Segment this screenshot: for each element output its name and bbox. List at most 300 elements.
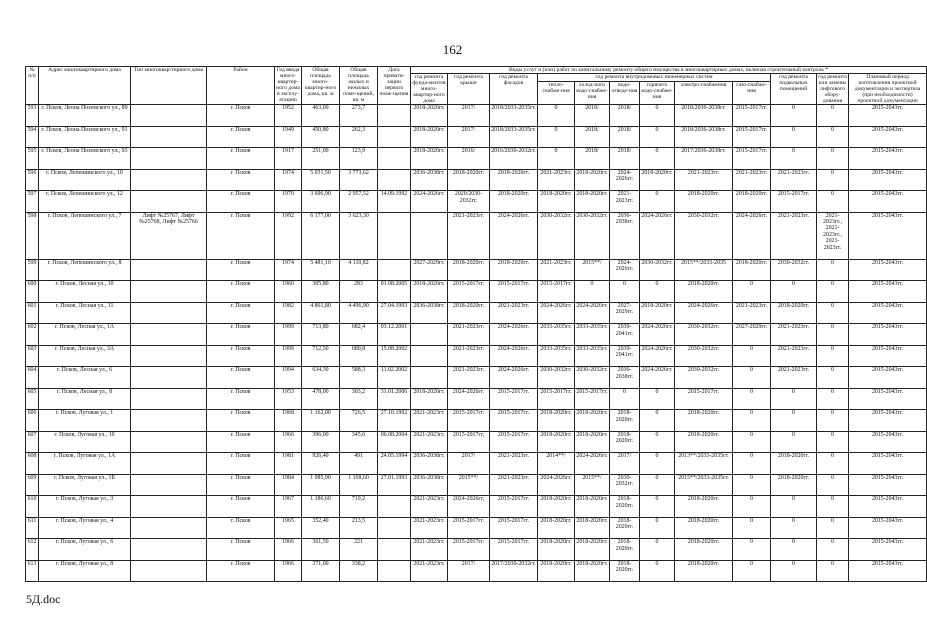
- table-cell: 2024-2026гг.: [538, 302, 575, 324]
- table-row: [26, 517, 927, 539]
- table-cell: г. Псков: [207, 517, 275, 539]
- table-cell: [378, 212, 411, 259]
- table-cell: [131, 302, 207, 324]
- table-cell: 2024-2026гг.: [640, 367, 675, 389]
- table-cell: 0: [640, 191, 675, 213]
- table-cell: 2015-2017гг.: [575, 388, 610, 410]
- table-cell: 2024-2026гг.: [575, 453, 610, 475]
- table-cell: 123,9: [340, 148, 378, 170]
- table-cell: г. Псков, Лесная ул., 10: [39, 281, 131, 303]
- table-cell: 726,5: [340, 410, 378, 432]
- table-cell: 2016/: [448, 148, 490, 170]
- table-cell: 2015-2043гг.: [849, 517, 927, 539]
- table-cell: 1 186,60: [302, 496, 340, 518]
- table-cell: 0: [733, 431, 771, 453]
- table-cell: 2015-2043гг.: [849, 410, 927, 432]
- table-cell: 1965: [275, 517, 302, 539]
- table-cell: г. Псков, Луговая ул., 10: [39, 431, 131, 453]
- table-cell: 0: [640, 148, 675, 170]
- table-cell: 4 496,90: [340, 302, 378, 324]
- table-cell: г. Псков: [207, 212, 275, 259]
- table-row: [26, 367, 927, 389]
- page-number: 162: [442, 42, 463, 57]
- table-cell: [131, 453, 207, 475]
- table-cell: 2016/2030-2032гг.: [490, 148, 538, 170]
- table-cell: г. Псков, Луговая ул., 1Б: [39, 474, 131, 496]
- table-cell: 0: [538, 126, 575, 148]
- table-cell: 0: [817, 496, 849, 518]
- table-cell: 2018-2020гг.: [575, 560, 610, 582]
- table-cell: 2021-2023гг.: [448, 212, 490, 259]
- table-cell: 213,5: [340, 517, 378, 539]
- table-cell: г. Псков: [207, 148, 275, 170]
- table-cell: 2018-2020гг.: [675, 431, 733, 453]
- table-cell: 0: [817, 126, 849, 148]
- table-cell: 0: [640, 105, 675, 127]
- table-row: [26, 560, 927, 582]
- table-cell: 01.08.2005: [378, 281, 411, 303]
- table-cell: г. Псков: [207, 539, 275, 561]
- table-cell: [131, 367, 207, 389]
- table-cell: 4 861,80: [302, 302, 340, 324]
- table-cell: 2015-2043гг.: [849, 388, 927, 410]
- table-cell: 0: [575, 281, 610, 303]
- table-cell: 338,2: [340, 560, 378, 582]
- table-cell: 2018-2020гг.: [538, 539, 575, 561]
- table-cell: 2018/: [575, 148, 610, 170]
- table-cell: 0: [733, 388, 771, 410]
- table-cell: 0: [817, 259, 849, 281]
- table-cell: 2018-2020гг.: [490, 259, 538, 281]
- table-cell: 0: [817, 302, 849, 324]
- header-planned: Плановый период изготовления проектной документации и экспертиза (при необходимости) проектной документации: [849, 74, 927, 105]
- table-cell: 5 031,50: [302, 169, 340, 191]
- header-elevator: год ремонта или замены лифтового обору-дования: [818, 74, 847, 105]
- table-cell: г. Псков, Лепешинского ул., 12: [39, 191, 131, 213]
- table-cell: г. Псков, Лесная ул., 1А: [39, 324, 131, 346]
- table-cell: [131, 126, 207, 148]
- table-cell: 2015-2017гг.: [733, 148, 771, 170]
- table-cell: 2015-2043гг.: [849, 367, 927, 389]
- table-cell: [378, 105, 411, 127]
- table-cell: 0: [640, 496, 675, 518]
- table-cell: 1994: [275, 367, 302, 389]
- table-cell: [131, 431, 207, 453]
- table-cell: 2024-2026гг.: [490, 212, 538, 259]
- table-cell: 2021-2023гг.: [675, 169, 733, 191]
- table-cell: 2018/: [610, 126, 640, 148]
- table-cell: 613: [26, 560, 39, 582]
- table-cell: [131, 410, 207, 432]
- table-cell: 2021-2023гг.: [411, 496, 448, 518]
- table-cell: 2036-2038гг.: [610, 212, 640, 259]
- table-row: [26, 148, 927, 170]
- table-cell: [378, 539, 411, 561]
- table-cell: 0: [817, 431, 849, 453]
- table-cell: 2033-2035гг.: [538, 345, 575, 367]
- table-cell: 2015-2043гг.: [849, 105, 927, 127]
- table-cell: 2015-2043гг.: [849, 302, 927, 324]
- table-cell: г. Псков, Луговая ул., 1А: [39, 453, 131, 475]
- table-cell: г. Псков: [207, 453, 275, 475]
- table-cell: 2024-2026гг.: [490, 324, 538, 346]
- table-cell: 0: [733, 560, 771, 582]
- table-cell: 0: [817, 148, 849, 170]
- table-cell: 2015**/2033-2035гг.: [675, 474, 733, 496]
- table-cell: 2021-2023гг., 2021-2023гг., 2021-2023гг.: [817, 212, 849, 259]
- header-total-area: Общая площадь много-квартир-ного дома, кв. м: [302, 67, 340, 105]
- table-cell: 594: [26, 126, 39, 148]
- table-cell: 2024-2026гг.: [411, 191, 448, 213]
- table-cell: 2015-2017гг.: [490, 539, 538, 561]
- table-cell: 2021-2023гг.: [411, 517, 448, 539]
- table-cell: 2017/2030-2032гг.: [490, 560, 538, 582]
- table-cell: 0: [817, 388, 849, 410]
- table-cell: 2027-2029гг.: [411, 259, 448, 281]
- table-cell: 2015-2017гг.: [448, 431, 490, 453]
- table-cell: [131, 281, 207, 303]
- table-cell: 2018-2020гг.: [575, 191, 610, 213]
- footer-filename: 5Д.doc: [26, 592, 61, 606]
- table-cell: 600: [26, 281, 39, 303]
- table-cell: 2015-2043гг.: [849, 453, 927, 475]
- table-cell: г. Псков, Лесная ул., 11: [39, 302, 131, 324]
- table-cell: 273,7: [340, 105, 378, 127]
- table-cell: г. Псков: [207, 431, 275, 453]
- table-cell: 2020/2030-2032гг.: [448, 191, 490, 213]
- table-cell: 2030-2032гг.: [538, 367, 575, 389]
- table-cell: 2024-2026гг.: [733, 212, 771, 259]
- table-cell: 2021-2023гг.: [771, 169, 817, 191]
- table-cell: 2021-2023гг.: [771, 345, 817, 367]
- table-cell: г. Псков, Луговая ул., 8: [39, 560, 131, 582]
- table-cell: 2027-2029гг.: [733, 324, 771, 346]
- table-cell: 2015-2017гг.: [490, 388, 538, 410]
- table-cell: 1960: [275, 281, 302, 303]
- table-cell: 2030-2032гг.: [575, 212, 610, 259]
- table-cell: 262,3: [340, 126, 378, 148]
- table-cell: 598: [26, 212, 39, 259]
- table-cell: 2021-2023гг.: [411, 431, 448, 453]
- table-cell: 2015-2043гг.: [849, 324, 927, 346]
- table-cell: 11.02.2002: [378, 367, 411, 389]
- table-cell: 2017/: [448, 126, 490, 148]
- table-cell: 0: [817, 453, 849, 475]
- table-cell: 0: [538, 105, 575, 127]
- table-cell: 1949: [275, 126, 302, 148]
- header-type: Тип многоквар-тирного дома: [131, 67, 207, 105]
- table-cell: 478,00: [302, 388, 340, 410]
- table-cell: 680,8: [340, 345, 378, 367]
- table-cell: 2021-2023гг.: [771, 212, 817, 259]
- table-cell: 2018-2020гг.: [538, 517, 575, 539]
- table-cell: 606: [26, 410, 39, 432]
- table-row: [26, 474, 927, 496]
- table-cell: 609: [26, 474, 39, 496]
- table-cell: г. Псков: [207, 169, 275, 191]
- table-cell: [411, 212, 448, 259]
- table-cell: 2015-2017гг.: [490, 410, 538, 432]
- header-num: № п/п: [26, 67, 39, 105]
- table-cell: 2021-2023гг.: [490, 302, 538, 324]
- table-cell: 634,30: [302, 367, 340, 389]
- table-cell: 597: [26, 191, 39, 213]
- table-cell: 2030-2032гг.: [610, 474, 640, 496]
- table-cell: 0: [771, 105, 817, 127]
- table-cell: 2036-2038гг.: [411, 474, 448, 496]
- table-cell: 0: [771, 517, 817, 539]
- table-cell: 2015-2017гг.: [675, 388, 733, 410]
- table-cell: 2018-2020гг.: [538, 431, 575, 453]
- table-cell: г. Псков: [207, 191, 275, 213]
- table-cell: 1999: [275, 345, 302, 367]
- table-cell: 2021-2023гг.: [490, 474, 538, 496]
- header-foundation: год ремонта фунда-ментов много-квартир-ного дома: [412, 74, 446, 105]
- table-cell: 450,80: [302, 126, 340, 148]
- table-cell: [411, 345, 448, 367]
- table-cell: [378, 169, 411, 191]
- table-cell: 361,50: [302, 539, 340, 561]
- table-cell: 0: [640, 281, 675, 303]
- table-cell: 2024-2026гг.: [490, 345, 538, 367]
- table-cell: г. Псков, Лесная ул., 8: [39, 388, 131, 410]
- table-cell: 2015-2043гг.: [849, 281, 927, 303]
- table-cell: 2018-2020гг.: [411, 148, 448, 170]
- table-cell: 0: [733, 453, 771, 475]
- table-cell: 2030-2032гг.: [675, 367, 733, 389]
- table-cell: 1974: [275, 169, 302, 191]
- table-cell: 0: [733, 281, 771, 303]
- table-cell: 2018-2020гг.: [490, 169, 538, 191]
- table-row: [26, 496, 927, 518]
- table-cell: г. Псков, Лепешинского ул., 7: [39, 212, 131, 259]
- table-cell: г. Псков, Луговая ул., 1: [39, 410, 131, 432]
- table-cell: 251,00: [302, 148, 340, 170]
- table-cell: г. Псков: [207, 367, 275, 389]
- table-cell: 27.01.1993: [378, 474, 411, 496]
- table-cell: 712,50: [302, 345, 340, 367]
- table-cell: 3 696,90: [302, 191, 340, 213]
- capital-repair-table: [25, 66, 927, 582]
- table-cell: 0: [640, 474, 675, 496]
- table-cell: 2018-2020гг.: [610, 560, 640, 582]
- table-cell: г. Псков, Луговая ул., 6: [39, 539, 131, 561]
- table-row: [26, 302, 927, 324]
- table-cell: 2015-2017гг.: [490, 496, 538, 518]
- table-cell: 605: [26, 388, 39, 410]
- table-cell: Лифт №25767, Лифт №25768, Лифт №25766: [131, 212, 207, 259]
- table-cell: г. Псков, Леона Поземского ул., 93: [39, 148, 131, 170]
- table-cell: 0: [817, 517, 849, 539]
- table-cell: 2024-2026гг.: [675, 302, 733, 324]
- table-cell: 0: [640, 388, 675, 410]
- table-cell: г. Псков: [207, 410, 275, 432]
- table-cell: 2018-2020гг.: [538, 410, 575, 432]
- table-cell: [378, 148, 411, 170]
- table-cell: 1992: [275, 212, 302, 259]
- header-electric: электро-снабжения: [675, 82, 733, 105]
- table-cell: 2030-2032гг.: [538, 212, 575, 259]
- header-privatization: Дата привати-зации первого поме-щения: [378, 67, 411, 105]
- table-cell: 1952: [275, 105, 302, 127]
- table-row: [26, 431, 927, 453]
- table-cell: 2036-2038гг.: [610, 367, 640, 389]
- table-cell: 2039-2041гг.: [610, 345, 640, 367]
- table-cell: 0: [771, 148, 817, 170]
- table-cell: 2015-2017гг.: [538, 281, 575, 303]
- table-cell: 588,3: [340, 367, 378, 389]
- table-cell: 2018-2020гг.: [771, 474, 817, 496]
- table-cell: [378, 259, 411, 281]
- table-cell: 2018-2020гг.: [575, 410, 610, 432]
- table-row: [26, 324, 927, 346]
- table-cell: 2024-2026гг.: [538, 474, 575, 496]
- header-hot-water: горячего водо-снабже-ния: [640, 82, 675, 105]
- header-facade: год ремонта фасадов: [490, 74, 538, 105]
- table-cell: 2015-2043гг.: [849, 169, 927, 191]
- table-cell: 2 957,52: [340, 191, 378, 213]
- table-cell: 2015-2043гг.: [849, 560, 927, 582]
- table-cell: [131, 105, 207, 127]
- table-cell: 2018-2020гг.: [575, 169, 610, 191]
- table-cell: 2013**/2033-2035гг.: [675, 453, 733, 475]
- table-cell: 2018/: [575, 126, 610, 148]
- table-cell: 2018-2020гг.: [610, 410, 640, 432]
- table-cell: 2018/: [610, 148, 640, 170]
- table-cell: 2030-2032гг.: [675, 324, 733, 346]
- table-cell: 2033-2035гг.: [575, 345, 610, 367]
- table-cell: [131, 474, 207, 496]
- table-cell: 607: [26, 431, 39, 453]
- header-services: Виды услуг и (или) работ по капитальному ремонту общего имущества в многоквартирных домах, включая строительный контроль *: [411, 67, 927, 74]
- table-cell: 2018-2020гг.: [733, 259, 771, 281]
- table-cell: 2021-2023гг.: [490, 453, 538, 475]
- table-body: [26, 105, 927, 582]
- header-district: Район: [207, 67, 275, 105]
- table-cell: 27.04.1993: [378, 302, 411, 324]
- table-cell: [131, 169, 207, 191]
- table-cell: 1 985,90: [302, 474, 340, 496]
- table-cell: 0: [771, 410, 817, 432]
- table-cell: 0: [640, 453, 675, 475]
- table-cell: 2015-2017гг.: [538, 388, 575, 410]
- table-cell: 2015**/: [575, 259, 610, 281]
- table-cell: 3 623,30: [340, 212, 378, 259]
- table-cell: 2018-2020гг.: [538, 191, 575, 213]
- table-cell: 601: [26, 302, 39, 324]
- table-cell: 1917: [275, 148, 302, 170]
- table-cell: 2017/: [448, 105, 490, 127]
- table-cell: г. Псков: [207, 560, 275, 582]
- table-row: [26, 126, 927, 148]
- table-cell: 2021-2023гг.: [411, 539, 448, 561]
- table-cell: 2015-2043гг.: [849, 431, 927, 453]
- table-cell: 2018-2020гг.: [675, 281, 733, 303]
- table-cell: [131, 560, 207, 582]
- table-header: [26, 67, 927, 105]
- table-cell: 06.08.2004: [378, 431, 411, 453]
- table-cell: 2039-2041гг.: [610, 324, 640, 346]
- table-cell: 2015-2043гг.: [849, 212, 927, 259]
- table-cell: 31.01.2006: [378, 388, 411, 410]
- table-row: [26, 212, 927, 259]
- table-cell: 2033-2035гг.: [538, 324, 575, 346]
- table-cell: 0: [817, 410, 849, 432]
- table-cell: 2015**/2033-2035: [675, 259, 733, 281]
- table-cell: 593: [26, 105, 39, 127]
- table-cell: 2017/: [448, 560, 490, 582]
- table-cell: 2015-2017гг.: [771, 191, 817, 213]
- header-year: Год ввода много-квартир-ного дома в эксплу-атацию: [276, 67, 300, 104]
- table-cell: [131, 148, 207, 170]
- table-cell: 2036-2038гг.: [411, 453, 448, 475]
- table-cell: 2018-2020гг.: [411, 105, 448, 127]
- table-cell: 2015-2017гг.: [448, 281, 490, 303]
- table-cell: 2015-2043гг.: [849, 259, 927, 281]
- table-cell: 2021-2023гг.: [411, 560, 448, 582]
- table-cell: 221: [340, 539, 378, 561]
- table-cell: 2024-2026гг.: [448, 496, 490, 518]
- table-cell: 2021-2023гг.: [538, 259, 575, 281]
- table-cell: 608: [26, 453, 39, 475]
- table-cell: 682,4: [340, 324, 378, 346]
- table-cell: г. Псков: [207, 259, 275, 281]
- table-cell: г. Псков, Луговая ул., 3: [39, 496, 131, 518]
- table-cell: 2018-2020гг.: [675, 539, 733, 561]
- table-cell: 2018-2020гг.: [640, 302, 675, 324]
- table-cell: 603: [26, 345, 39, 367]
- table-row: [26, 105, 927, 127]
- table-cell: г. Псков, Леона Поземского ул., 89: [39, 105, 131, 127]
- table-cell: 2015-2017гг.: [490, 431, 538, 453]
- table-cell: 2018-2020гг.: [411, 388, 448, 410]
- table-cell: 2030-2032гг.: [640, 259, 675, 281]
- table-cell: 719,2: [340, 496, 378, 518]
- table-cell: 2018-2020гг.: [448, 169, 490, 191]
- table-cell: 305,80: [302, 281, 340, 303]
- table-cell: 0: [817, 281, 849, 303]
- table-cell: г. Псков: [207, 126, 275, 148]
- table-cell: 2015-2017гг.: [733, 105, 771, 127]
- table-cell: г. Псков: [207, 324, 275, 346]
- table-cell: 0: [817, 367, 849, 389]
- table-cell: 2024-2026гг.: [448, 388, 490, 410]
- table-cell: 0: [771, 281, 817, 303]
- table-cell: 2021-2023гг.: [610, 191, 640, 213]
- table-row: [26, 259, 927, 281]
- table-cell: 0: [817, 105, 849, 127]
- table-cell: 0: [817, 169, 849, 191]
- table-cell: 0: [817, 191, 849, 213]
- table-cell: 2030-2032гг.: [675, 212, 733, 259]
- table-cell: 1 168,60: [340, 474, 378, 496]
- table-cell: 2030-2032гг.: [771, 259, 817, 281]
- table-cell: 2015-2017гг.: [490, 281, 538, 303]
- table-cell: 2024-2026гг.: [490, 367, 538, 389]
- table-cell: [378, 560, 411, 582]
- table-cell: [411, 367, 448, 389]
- table-cell: 3 773,62: [340, 169, 378, 191]
- table-cell: 2021-2023гг.: [448, 324, 490, 346]
- table-cell: 0: [733, 496, 771, 518]
- table-cell: 2021-2023гг.: [771, 324, 817, 346]
- table-cell: 0: [817, 474, 849, 496]
- table-cell: 1970: [275, 191, 302, 213]
- table-cell: 345,6: [340, 431, 378, 453]
- header-living-area: Общая площадь жилых и нежилых поме-щений, кв. м: [340, 67, 378, 105]
- table-cell: 1966: [275, 539, 302, 561]
- table-cell: 1999: [275, 324, 302, 346]
